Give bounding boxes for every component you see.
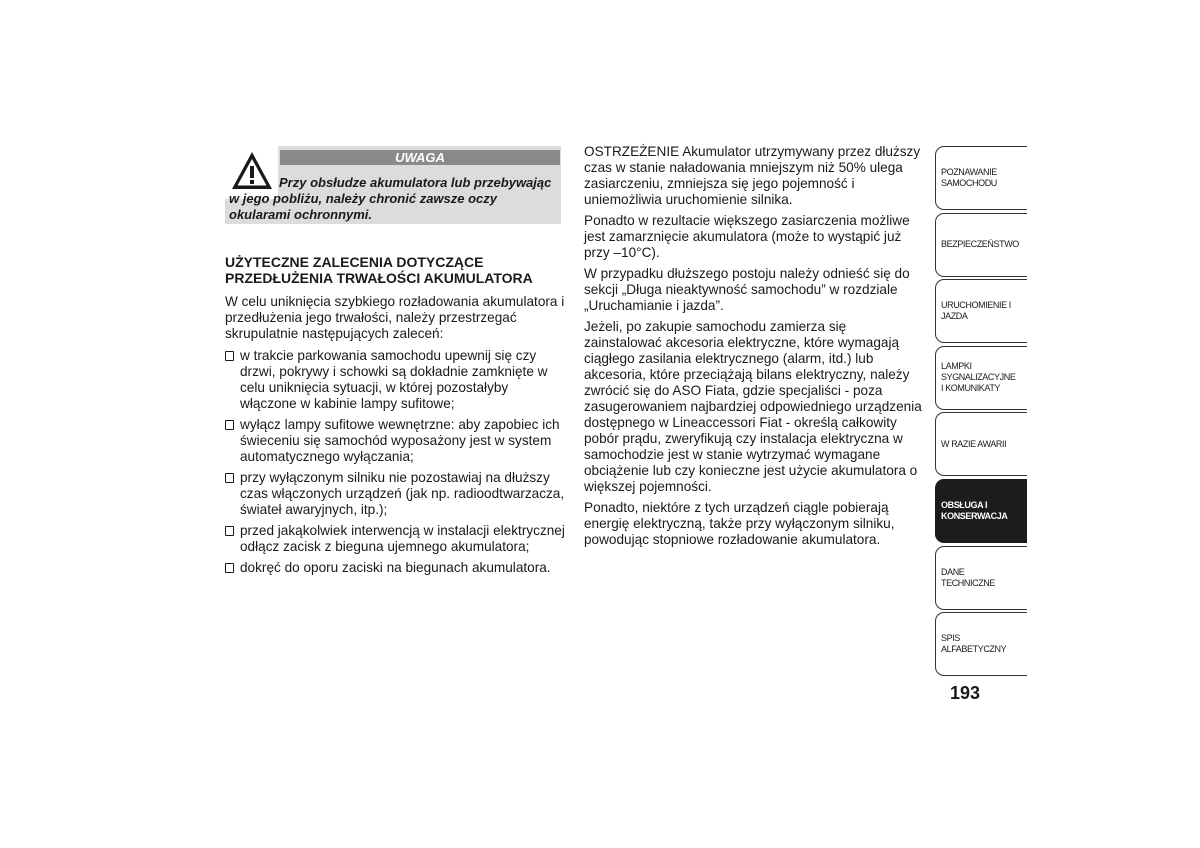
section-title: UŻYTECZNE ZALECENIA DOTYCZĄCE PRZEDŁUŻENIA TRWAŁOŚCI AKUMULATORA — [225, 254, 533, 286]
list-item — [225, 417, 565, 465]
warning-header: UWAGA — [280, 150, 560, 165]
right-column — [584, 144, 926, 553]
tab-label: BEZPIECZEŃSTWO — [941, 239, 1019, 250]
list-item — [225, 470, 565, 518]
tab-label: OBSŁUGA I KONSERWACJA — [941, 499, 1008, 521]
tab-label: DANE TECHNICZNE — [941, 566, 995, 588]
list-item-text: przy wyłączonym silniku nie pozostawiaj na dłuższy czas włączonych urządzeń (jak np. radioodtwarzacza, świateł awaryjnych, itp.); — [240, 470, 565, 517]
list-item — [225, 523, 565, 555]
tab-lampki-sygnalizacyjne[interactable] — [935, 346, 1027, 410]
left-column — [225, 146, 565, 581]
tab-spis-alfabetyczny[interactable] — [935, 612, 1027, 676]
tab-label: SPIS ALFABETYCZNY — [941, 633, 1007, 655]
tab-poznawanie-samochodu[interactable] — [935, 146, 1027, 210]
paragraph: Jeżeli, po zakupie samochodu zamierza się zainstalować akcesoria elektryczne, które wymagają ciągłego zasilania elektrycznego (alarm, itd.) lub akcesoria, które przeciążają bilans elektryczny, należy zwrócić się do ASO Fiata, gdzie specjaliści - poza zasugerowaniem najbardziej odpowiedniego urządzenia dostępnego w Lineaccessori Fiat - określą całkowity pobór prądu, zweryfikują czy instalacja elektryczna w samochodzie jest w stanie wytrzymać wymagane obciążenie lub czy konieczne jest użycie akumulatora o większej pojemności. — [584, 319, 922, 494]
list-item — [225, 348, 565, 412]
tab-uruchomienie-i-jazda[interactable] — [935, 279, 1027, 343]
intro-paragraph: W celu uniknięcia szybkiego rozładowania akumulatora i przedłużenia jego trwałości, należy przestrzegać skrupulatnie następujących zaleceń: — [225, 294, 565, 341]
paragraph: Ponadto w rezultacie większego zasiarczenia możliwe jest zamarznięcie akumulatora (może to wystąpić już przy –10°C). — [584, 213, 910, 260]
warning-text: Przy obsłudze akumulatora lub przebywając w jego pobliżu, należy chronić zawsze oczy okularami ochronnymi. — [229, 175, 552, 222]
list-item-text: wyłącz lampy sufitowe wewnętrzne: aby zapobiec ich świeceniu się samochód wyposażony jest w system automatycznego wyłączania; — [240, 417, 560, 464]
tab-dane-techniczne[interactable] — [935, 546, 1027, 610]
list-item — [225, 560, 565, 576]
tab-obsluga-i-konserwacja[interactable] — [935, 479, 1027, 543]
warning-box — [225, 146, 561, 224]
tab-label: LAMPKI SYGNALIZACYJNE I KOMUNIKATY — [941, 361, 1016, 394]
tab-bezpieczenstwo[interactable] — [935, 213, 1027, 277]
list-item-text: przed jakąkolwiek interwencją w instalacji elektrycznej odłącz zacisk z bieguna ujemnego akumulatora; — [240, 523, 565, 554]
checkbox-bullet-icon — [225, 420, 234, 430]
list-item-text: dokręć do oporu zaciski na biegunach akumulatora. — [240, 560, 551, 575]
tab-label: URUCHOMIENIE I JAZDA — [941, 300, 1011, 322]
page-number: 193 — [950, 683, 981, 703]
paragraph: Ponadto, niektóre z tych urządzeń ciągle pobierają energię elektryczną, także przy wyłączonym silniku, powodując stopniowe rozładowanie akumulatora. — [584, 500, 895, 547]
paragraph: W przypadku dłuższego postoju należy odnieść się do sekcji „Długa nieaktywność samochodu” w rozdziale „Uruchamianie i jazda”. — [584, 266, 910, 313]
recommendation-list — [225, 348, 565, 576]
checkbox-bullet-icon — [225, 473, 234, 483]
chapter-tabs — [935, 146, 1027, 679]
checkbox-bullet-icon — [225, 563, 234, 573]
checkbox-bullet-icon — [225, 526, 234, 536]
list-item-text: w trakcie parkowania samochodu upewnij się czy drzwi, pokrywy i schowki są dokładnie zamknięte w celu uniknięcia sytuacji, w której pozostałyby włączone w kabinie lampy sufitowe; — [240, 348, 548, 411]
tab-label: W RAZIE AWARII — [941, 438, 1007, 449]
tab-label: POZNAWANIE SAMOCHODU — [941, 167, 997, 188]
tab-w-razie-awarii[interactable] — [935, 412, 1027, 476]
checkbox-bullet-icon — [225, 351, 234, 361]
warning-paragraph: OSTRZEŻENIE Akumulator utrzymywany przez dłuższy czas w stanie naładowania mniejszym niż 50% ulega zasiarczeniu, zmniejsza się jego pojemność i uniemożliwia uruchomienie silnika. — [584, 144, 921, 207]
